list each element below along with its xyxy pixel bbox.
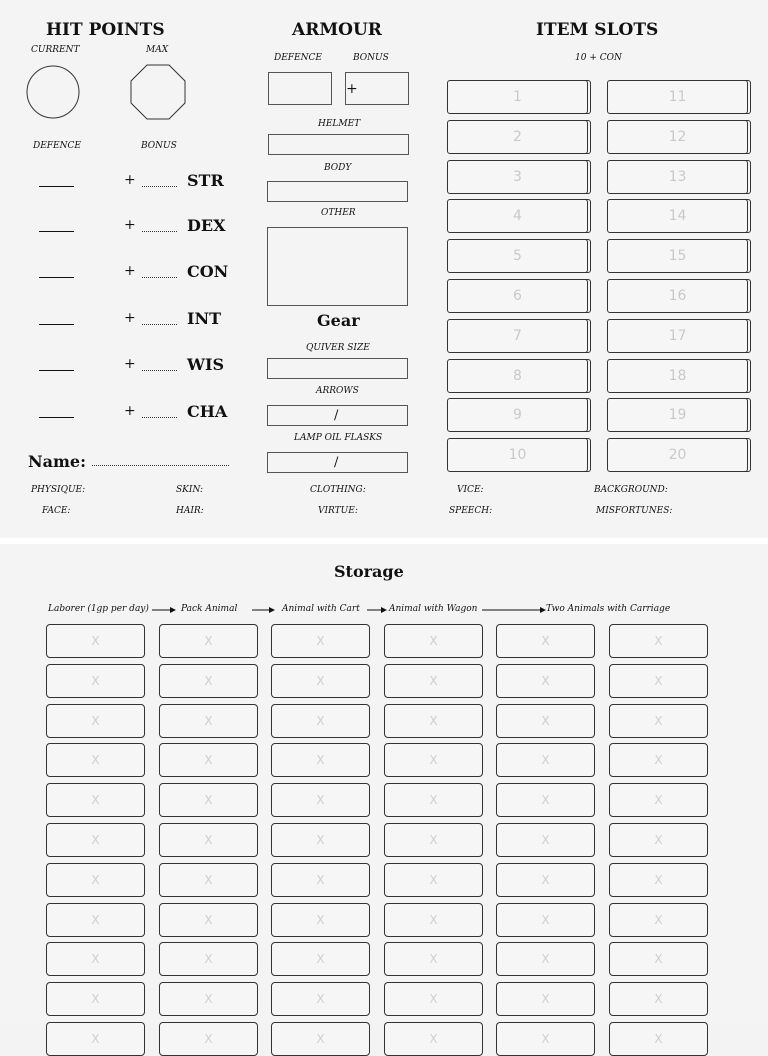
- ability-defence-line[interactable]: [39, 417, 74, 418]
- storage-slot[interactable]: X: [384, 743, 483, 777]
- ability-name: INT: [187, 309, 222, 328]
- ability-bonus-line[interactable]: [142, 277, 177, 278]
- storage-slot[interactable]: X: [384, 863, 483, 897]
- trait-label: SKIN:: [176, 485, 204, 495]
- item-slot[interactable]: 12: [607, 120, 748, 154]
- lamp-oil-label: LAMP OIL FLASKS: [294, 433, 383, 443]
- storage-slot[interactable]: X: [496, 823, 595, 857]
- trait-label: HAIR:: [176, 506, 204, 516]
- plus-sign: +: [124, 172, 136, 188]
- storage-slot[interactable]: X: [496, 982, 595, 1016]
- plus-sign: +: [124, 356, 136, 372]
- arrows-field[interactable]: [267, 405, 408, 426]
- other-label: OTHER: [321, 208, 356, 218]
- storage-slot[interactable]: X: [271, 942, 370, 976]
- item-slot[interactable]: 8: [447, 359, 588, 393]
- storage-slot[interactable]: X: [384, 823, 483, 857]
- storage-slot[interactable]: X: [609, 1022, 708, 1056]
- storage-slot[interactable]: X: [609, 664, 708, 698]
- plus-sign: +: [124, 217, 136, 233]
- storage-slot[interactable]: X: [496, 704, 595, 738]
- trait-label: VIRTUE:: [318, 506, 358, 516]
- helmet-field[interactable]: [268, 134, 409, 155]
- storage-slot[interactable]: X: [271, 903, 370, 937]
- storage-slot[interactable]: X: [159, 982, 258, 1016]
- storage-slot[interactable]: X: [496, 624, 595, 658]
- storage-slot[interactable]: X: [159, 942, 258, 976]
- storage-slot[interactable]: X: [384, 624, 483, 658]
- storage-slot[interactable]: X: [384, 903, 483, 937]
- storage-slot[interactable]: X: [609, 704, 708, 738]
- storage-slot[interactable]: X: [159, 624, 258, 658]
- storage-slot[interactable]: X: [46, 942, 145, 976]
- storage-slot[interactable]: X: [609, 942, 708, 976]
- current-hp-label: CURRENT: [31, 45, 80, 55]
- storage-slot[interactable]: X: [609, 903, 708, 937]
- progression-animal-wagon: Animal with Wagon: [389, 604, 478, 614]
- storage-slot[interactable]: X: [384, 664, 483, 698]
- item-slot[interactable]: 17: [607, 319, 748, 353]
- ability-name: STR: [187, 171, 224, 190]
- trait-label: FACE:: [42, 506, 71, 516]
- storage-slot[interactable]: X: [271, 664, 370, 698]
- storage-slot[interactable]: X: [159, 903, 258, 937]
- storage-slot[interactable]: X: [384, 982, 483, 1016]
- storage-slot[interactable]: X: [384, 704, 483, 738]
- ability-bonus-line[interactable]: [142, 417, 177, 418]
- progression-pack-animal: Pack Animal: [181, 604, 238, 614]
- trait-label: MISFORTUNES:: [596, 506, 673, 516]
- ability-defence-line[interactable]: [39, 186, 74, 187]
- storage-slot[interactable]: X: [496, 863, 595, 897]
- storage-slot[interactable]: X: [159, 823, 258, 857]
- current-hp-circle[interactable]: [24, 63, 82, 121]
- gear-title: Gear: [317, 311, 360, 330]
- ability-name: WIS: [187, 355, 225, 374]
- item-slot[interactable]: 19: [607, 398, 748, 432]
- ability-defence-line[interactable]: [39, 324, 74, 325]
- storage-slot[interactable]: X: [609, 783, 708, 817]
- armour-bonus-label: BONUS: [353, 53, 389, 63]
- storage-slot[interactable]: X: [271, 863, 370, 897]
- trait-label: PHYSIQUE:: [31, 485, 86, 495]
- item-slot[interactable]: 18: [607, 359, 748, 393]
- plus-sign: +: [124, 310, 136, 326]
- storage-slot[interactable]: X: [609, 823, 708, 857]
- storage-slot[interactable]: X: [46, 743, 145, 777]
- max-hp-label: MAX: [146, 45, 169, 55]
- armour-title: ARMOUR: [292, 20, 382, 40]
- storage-slot[interactable]: X: [271, 823, 370, 857]
- body-label: BODY: [324, 163, 352, 173]
- storage-slot[interactable]: X: [271, 982, 370, 1016]
- storage-slot[interactable]: X: [159, 783, 258, 817]
- storage-slot[interactable]: X: [271, 624, 370, 658]
- storage-slot[interactable]: X: [159, 863, 258, 897]
- storage-slot[interactable]: X: [271, 743, 370, 777]
- item-slot[interactable]: 14: [607, 199, 748, 233]
- ability-name: DEX: [187, 216, 226, 235]
- arrows-label: ARROWS: [316, 386, 359, 396]
- storage-slot[interactable]: X: [496, 942, 595, 976]
- ability-name: CON: [187, 262, 229, 281]
- storage-slot[interactable]: X: [46, 823, 145, 857]
- item-slot[interactable]: 2: [447, 120, 588, 154]
- quiver-size-field[interactable]: [267, 358, 408, 379]
- item-slot[interactable]: 15: [607, 239, 748, 273]
- storage-slot[interactable]: X: [46, 1022, 145, 1056]
- item-slot[interactable]: 5: [447, 239, 588, 273]
- progression-two-animals-carriage: Two Animals with Carriage: [546, 604, 671, 614]
- storage-slot[interactable]: X: [159, 664, 258, 698]
- plus-sign: +: [124, 403, 136, 419]
- storage-slot[interactable]: X: [384, 942, 483, 976]
- ability-bonus-line[interactable]: [142, 370, 177, 371]
- ability-bonus-line[interactable]: [142, 324, 177, 325]
- other-field[interactable]: [267, 227, 408, 306]
- storage-slot[interactable]: X: [46, 704, 145, 738]
- storage-slot[interactable]: X: [496, 1022, 595, 1056]
- item-slot[interactable]: 9: [447, 398, 588, 432]
- storage-slot[interactable]: X: [46, 863, 145, 897]
- storage-slot[interactable]: X: [496, 903, 595, 937]
- item-slot[interactable]: 4: [447, 199, 588, 233]
- storage-slot[interactable]: X: [271, 704, 370, 738]
- storage-slot[interactable]: X: [46, 664, 145, 698]
- storage-slot[interactable]: X: [609, 624, 708, 658]
- ability-defence-line[interactable]: [39, 370, 74, 371]
- item-slot[interactable]: 13: [607, 160, 748, 194]
- hit-points-title: HIT POINTS: [46, 20, 165, 40]
- trait-label: CLOTHING:: [310, 485, 366, 495]
- armour-defence-label: DEFENCE: [274, 53, 322, 63]
- storage-slot[interactable]: X: [496, 664, 595, 698]
- ability-defence-line[interactable]: [39, 277, 74, 278]
- bonus-column-label: BONUS: [141, 141, 177, 151]
- armour-bonus-field[interactable]: [345, 72, 409, 105]
- item-slots-title: ITEM SLOTS: [536, 20, 659, 40]
- storage-slot[interactable]: X: [496, 783, 595, 817]
- storage-slot[interactable]: X: [609, 863, 708, 897]
- item-slots-subtitle: 10 + CON: [575, 53, 622, 63]
- ability-bonus-line[interactable]: [142, 186, 177, 187]
- ability-defence-line[interactable]: [39, 231, 74, 232]
- progression-laborer: Laborer (1gp per day): [48, 604, 149, 614]
- progression-arrows: [0, 600, 768, 620]
- ability-bonus-line[interactable]: [142, 231, 177, 232]
- trait-label: VICE:: [457, 485, 484, 495]
- storage-slot[interactable]: X: [46, 624, 145, 658]
- armour-bonus-value: +: [346, 81, 358, 97]
- lamp-oil-value: /: [334, 455, 339, 470]
- item-slot[interactable]: 6: [447, 279, 588, 313]
- storage-slot[interactable]: X: [384, 783, 483, 817]
- storage-slot[interactable]: X: [46, 903, 145, 937]
- defence-column-label: DEFENCE: [33, 141, 81, 151]
- item-slot[interactable]: 7: [447, 319, 588, 353]
- storage-slot[interactable]: X: [159, 743, 258, 777]
- item-slot[interactable]: 3: [447, 160, 588, 194]
- lamp-oil-field[interactable]: [267, 452, 408, 473]
- storage-slot[interactable]: X: [159, 704, 258, 738]
- trait-label: SPEECH:: [449, 506, 493, 516]
- storage-slot[interactable]: X: [609, 982, 708, 1016]
- item-slot[interactable]: 11: [607, 80, 748, 114]
- storage-slot[interactable]: X: [271, 1022, 370, 1056]
- storage-slot[interactable]: X: [46, 982, 145, 1016]
- item-slot[interactable]: 20: [607, 438, 748, 472]
- storage-slot[interactable]: X: [46, 783, 145, 817]
- storage-slot[interactable]: X: [496, 743, 595, 777]
- max-hp-octagon[interactable]: [128, 63, 188, 121]
- name-label: Name:: [28, 452, 87, 471]
- item-slot[interactable]: 16: [607, 279, 748, 313]
- storage-slot[interactable]: X: [159, 1022, 258, 1056]
- item-slot[interactable]: 1: [447, 80, 588, 114]
- trait-label: BACKGROUND:: [594, 485, 668, 495]
- storage-slot[interactable]: X: [271, 783, 370, 817]
- ability-name: CHA: [187, 402, 228, 421]
- arrows-value: /: [334, 408, 339, 423]
- item-slot[interactable]: 10: [447, 438, 588, 472]
- helmet-label: HELMET: [318, 119, 361, 129]
- storage-slot[interactable]: X: [609, 743, 708, 777]
- body-field[interactable]: [267, 181, 408, 202]
- quiver-size-label: QUIVER SIZE: [306, 343, 370, 353]
- armour-defence-field[interactable]: [268, 72, 332, 105]
- progression-animal-cart: Animal with Cart: [282, 604, 360, 614]
- storage-title: Storage: [334, 562, 404, 581]
- storage-slot[interactable]: X: [384, 1022, 483, 1056]
- name-input-line[interactable]: [92, 465, 229, 466]
- plus-sign: +: [124, 263, 136, 279]
